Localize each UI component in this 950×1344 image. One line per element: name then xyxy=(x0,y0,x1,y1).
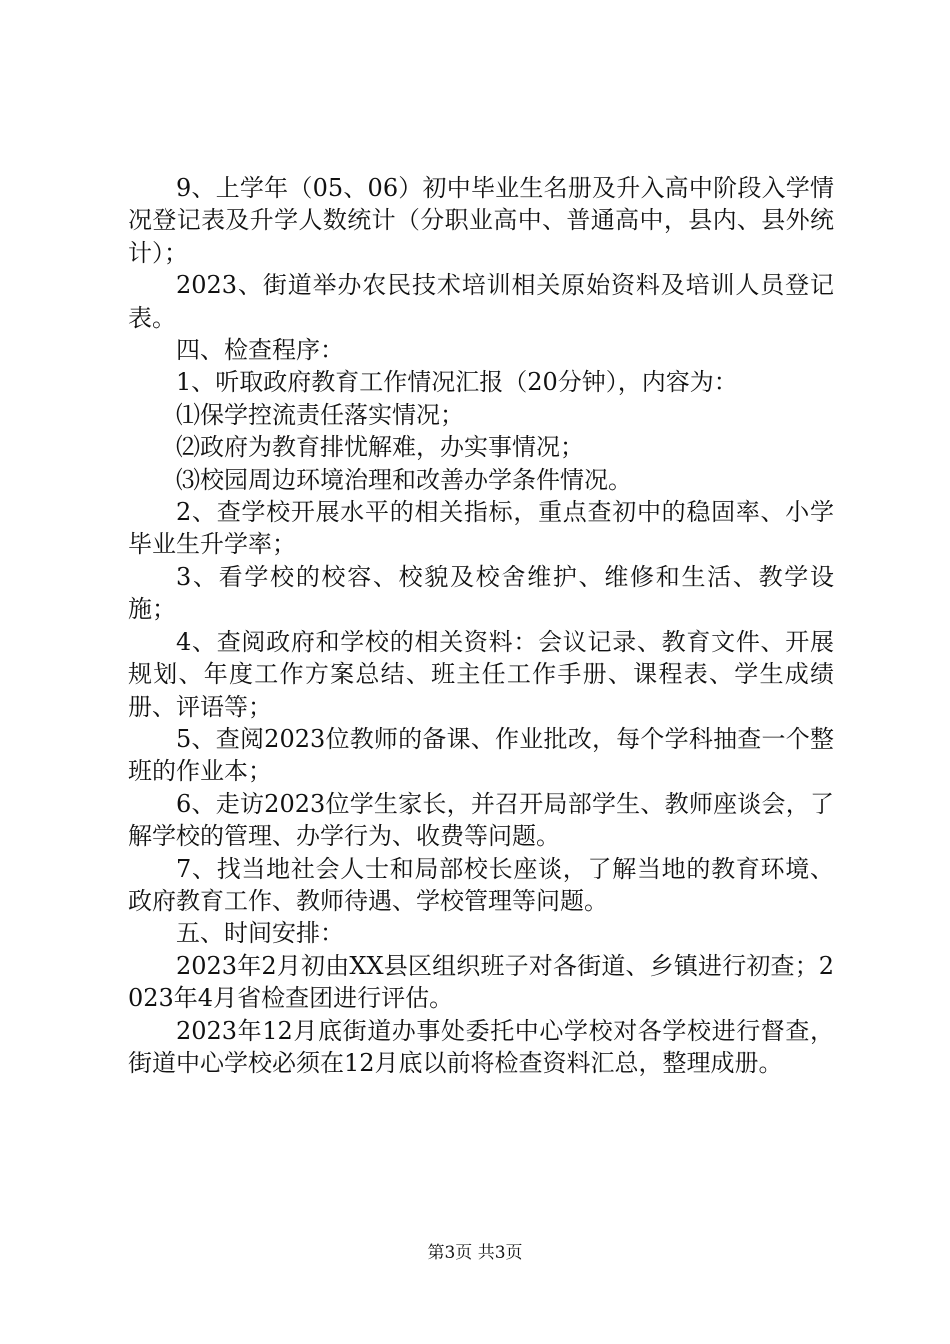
page-number-footer: 第3页 共3页 xyxy=(427,1243,523,1263)
paragraph-step-1: 1、听取政府教育工作情况汇报（20分钟），内容为： xyxy=(176,368,738,397)
section-heading-schedule: 五、时间安排： xyxy=(176,919,344,948)
paragraph-step-7: 7、找当地社会人士和局部校长座谈，了解当地的教育环境、政府教育工作、教师待遇、学校管理等问题。 xyxy=(128,854,834,915)
paragraph-schedule-supervision: 2023年12月底街道办事处委托中心学校对各学校进行督查，街道中心学校必须在12月底以前将检查资料汇总，整理成册。 xyxy=(128,1016,834,1077)
paragraph-step-4: 4、查阅政府和学校的相关资料：会议记录、教育文件、开展规划、年度工作方案总结、班主任工作手册、课程表、学生成绩册、评语等； xyxy=(128,627,834,721)
paragraph-step-6: 6、走访2023位学生家长，并召开局部学生、教师座谈会，了解学校的管理、办学行为、收费等问题。 xyxy=(128,789,834,851)
paragraph-substep-1: ⑴保学控流责任落实情况； xyxy=(176,400,464,429)
paragraph-step-3: 3、看学校的校容、校貌及校舍维护、维修和生活、教学设施； xyxy=(128,562,834,624)
paragraph-item-9: 9、上学年（05、06）初中毕业生名册及升入高中阶段入学情况登记表及升学人数统计（分职业高中、普通高中，县内、县外统计）； xyxy=(128,174,834,267)
document-body xyxy=(128,172,834,1079)
section-heading-inspection-procedure: 四、检查程序： xyxy=(176,336,344,365)
paragraph-substep-3: ⑶校园周边环境治理和改善办学条件情况。 xyxy=(176,465,632,494)
paragraph-training-records: 2023、街道举办农民技术培训相关原始资料及培训人员登记表。 xyxy=(128,271,834,332)
paragraph-substep-2: ⑵政府为教育排忧解难，办实事情况； xyxy=(176,433,584,462)
paragraph-schedule-initial-check: 2023年2月初由XX县区组织班子对各街道、乡镇进行初查；2023年4月省检查团进行评估。 xyxy=(128,951,834,1013)
paragraph-step-2: 2、查学校开展水平的相关指标，重点查初中的稳固率、小学毕业生升学率； xyxy=(128,498,834,559)
paragraph-step-5: 5、查阅2023位教师的备课、作业批改，每个学科抽查一个整班的作业本； xyxy=(128,724,834,786)
